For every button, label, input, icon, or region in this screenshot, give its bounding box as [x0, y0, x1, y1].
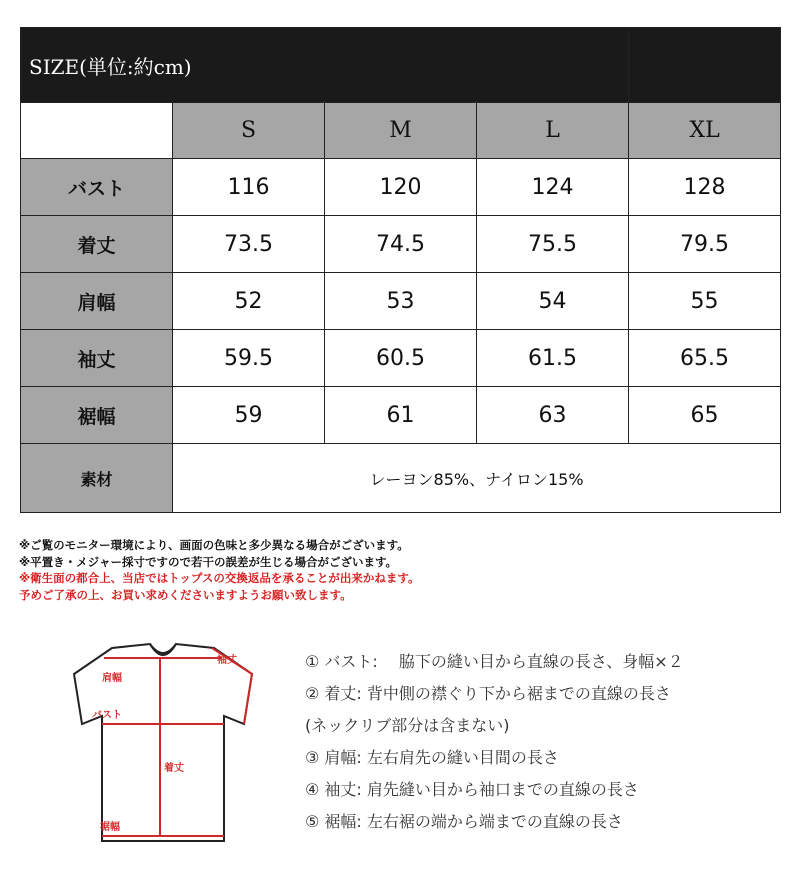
row-label-sleeve: 袖丈 [21, 330, 173, 387]
cell-shoulder-xl: 55 [629, 273, 781, 330]
legend-hem: ⑤ 裾幅: 左右裾の端から端までの直線の長さ [305, 812, 623, 831]
table-row [21, 387, 781, 444]
row-label-length: 着丈 [21, 216, 173, 273]
corner-cell [21, 103, 173, 159]
cell-sleeve-s: 59.5 [173, 330, 325, 387]
diagram-label-sleeve: 袖丈 [217, 655, 237, 666]
cell-hem-m: 61 [325, 387, 477, 444]
cell-length-l: 75.5 [477, 216, 629, 273]
cell-length-xl: 79.5 [629, 216, 781, 273]
table-row [21, 273, 781, 330]
size-header-xl: XL [629, 103, 781, 159]
note-monitor: ※ご覧のモニター環境により、画面の色味と多少異なる場合がございます。 [19, 538, 409, 552]
cell-sleeve-xl: 65.5 [629, 330, 781, 387]
title-blank-cell [629, 28, 781, 103]
diagram-label-shoulder: 肩幅 [102, 673, 122, 684]
cell-hem-s: 59 [173, 387, 325, 444]
row-label-shoulder: 肩幅 [21, 273, 173, 330]
size-header-l: L [477, 103, 629, 159]
row-label-bust: バスト [21, 159, 173, 216]
diagram-label-hem: 裾幅 [100, 822, 120, 833]
cell-length-s: 73.5 [173, 216, 325, 273]
table-row [21, 216, 781, 273]
size-table [20, 27, 781, 513]
legend-length-note: (ネックリブ部分は含まない) [305, 716, 510, 735]
cell-sleeve-l: 61.5 [477, 330, 629, 387]
table-row [21, 159, 781, 216]
cell-hem-l: 63 [477, 387, 629, 444]
table-row [21, 330, 781, 387]
notes [19, 537, 419, 603]
measurement-legend [305, 646, 684, 838]
cell-hem-xl: 65 [629, 387, 781, 444]
size-header-s: S [173, 103, 325, 159]
cell-bust-s: 116 [173, 159, 325, 216]
cell-bust-l: 124 [477, 159, 629, 216]
cell-length-m: 74.5 [325, 216, 477, 273]
legend-length: ② 着丈: 背中側の襟ぐり下から裾までの直線の長さ [305, 684, 671, 703]
row-label-hem: 裾幅 [21, 387, 173, 444]
cell-shoulder-l: 54 [477, 273, 629, 330]
cell-sleeve-m: 60.5 [325, 330, 477, 387]
note-acknowledge: 予めご了承の上、お買い求めくださいますようお願い致します。 [19, 587, 352, 602]
diagram-label-length: 着丈 [164, 763, 184, 774]
legend-bust: ① バスト: 脇下の縫い目から直線の長さ、身幅×２ [305, 652, 684, 671]
cell-bust-xl: 128 [629, 159, 781, 216]
tshirt-outline-icon [52, 636, 274, 848]
cell-bust-m: 120 [325, 159, 477, 216]
table-title-row [21, 28, 781, 103]
material-row [21, 444, 781, 513]
size-header-m: M [325, 103, 477, 159]
table-title: SIZE(単位:約cm) [21, 28, 629, 103]
note-measurement: ※平置き・メジャー採寸ですので若干の誤差が生じる場合がございます。 [19, 554, 398, 569]
row-label-material: 素材 [21, 444, 173, 513]
legend-shoulder: ③ 肩幅: 左右肩先の縫い目間の長さ [305, 748, 559, 767]
diagram-label-bust: バスト [92, 710, 122, 721]
measurement-diagram [52, 636, 274, 848]
legend-sleeve: ④ 袖丈: 肩先縫い目から袖口までの直線の長さ [305, 780, 639, 799]
cell-shoulder-m: 53 [325, 273, 477, 330]
note-no-return: ※衛生面の都合上、当店ではトップスの交換返品を承ることが出来かねます。 [19, 571, 420, 585]
cell-shoulder-s: 52 [173, 273, 325, 330]
material-value: レーヨン85%、ナイロン15% [173, 444, 781, 513]
size-header-row [21, 103, 781, 159]
